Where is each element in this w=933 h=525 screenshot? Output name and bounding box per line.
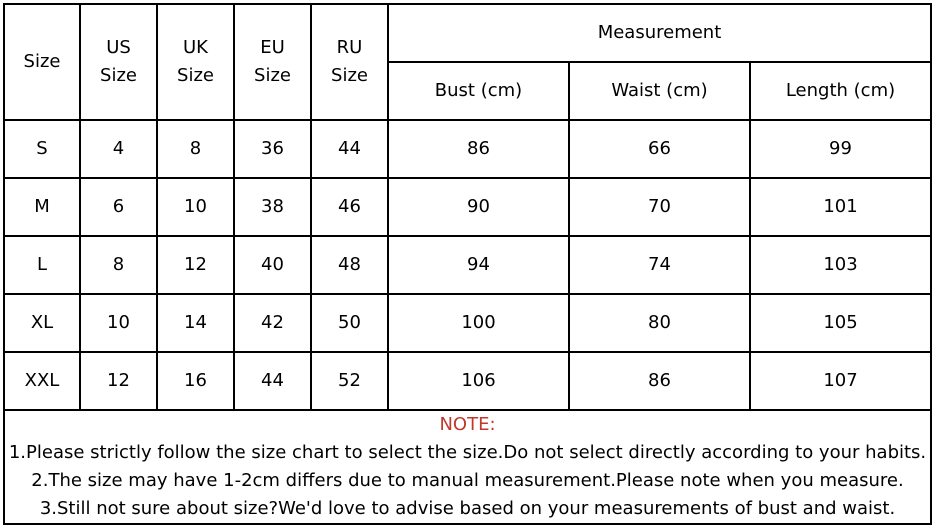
note-line-1: 1.Please strictly follow the size chart to select the size.Do not select directly according to your habits.	[8, 442, 927, 463]
note-line-2: 2.The size may have 1-2cm differs due to manual measurement.Please note when you measure.	[31, 470, 904, 491]
cell-uk: 16	[157, 352, 234, 410]
cell-us: 6	[80, 178, 157, 236]
cell-eu: 36	[234, 120, 311, 178]
cell-size: M	[4, 178, 80, 236]
header-size: Size	[4, 4, 80, 120]
cell-waist: 66	[569, 120, 750, 178]
cell-us: 10	[80, 294, 157, 352]
size-chart-table	[3, 3, 932, 525]
header-uk-size: UK Size	[157, 4, 234, 120]
cell-bust: 94	[388, 236, 569, 294]
cell-length: 107	[750, 352, 931, 410]
cell-bust: 106	[388, 352, 569, 410]
cell-waist: 74	[569, 236, 750, 294]
table-row	[4, 294, 931, 352]
table-row	[4, 352, 931, 410]
table-row	[4, 236, 931, 294]
cell-eu: 40	[234, 236, 311, 294]
cell-waist: 86	[569, 352, 750, 410]
cell-length: 101	[750, 178, 931, 236]
cell-ru: 44	[311, 120, 388, 178]
table-row	[4, 120, 931, 178]
cell-ru: 46	[311, 178, 388, 236]
header-length: Length (cm)	[750, 62, 931, 120]
cell-length: 105	[750, 294, 931, 352]
cell-waist: 80	[569, 294, 750, 352]
cell-bust: 100	[388, 294, 569, 352]
cell-size: XXL	[4, 352, 80, 410]
header-measurement: Measurement	[388, 4, 931, 62]
header-ru-size: RU Size	[311, 4, 388, 120]
cell-uk: 8	[157, 120, 234, 178]
cell-eu: 38	[234, 178, 311, 236]
header-bust: Bust (cm)	[388, 62, 569, 120]
cell-bust: 86	[388, 120, 569, 178]
header-eu-size: EU Size	[234, 4, 311, 120]
table-row	[4, 178, 931, 236]
cell-size: XL	[4, 294, 80, 352]
note-title: NOTE:	[439, 414, 496, 435]
cell-size: S	[4, 120, 80, 178]
notes-row	[4, 410, 931, 524]
notes-panel	[4, 410, 931, 524]
cell-waist: 70	[569, 178, 750, 236]
note-line-3: 3.Still not sure about size?We'd love to advise based on your measurements of bust and waist.	[39, 498, 896, 519]
cell-eu: 44	[234, 352, 311, 410]
cell-ru: 52	[311, 352, 388, 410]
cell-us: 4	[80, 120, 157, 178]
cell-ru: 50	[311, 294, 388, 352]
header-us-size: US Size	[80, 4, 157, 120]
cell-uk: 14	[157, 294, 234, 352]
header-row	[4, 4, 931, 62]
cell-uk: 10	[157, 178, 234, 236]
cell-us: 12	[80, 352, 157, 410]
cell-length: 99	[750, 120, 931, 178]
cell-uk: 12	[157, 236, 234, 294]
cell-eu: 42	[234, 294, 311, 352]
cell-us: 8	[80, 236, 157, 294]
cell-ru: 48	[311, 236, 388, 294]
cell-length: 103	[750, 236, 931, 294]
cell-size: L	[4, 236, 80, 294]
header-waist: Waist (cm)	[569, 62, 750, 120]
cell-bust: 90	[388, 178, 569, 236]
